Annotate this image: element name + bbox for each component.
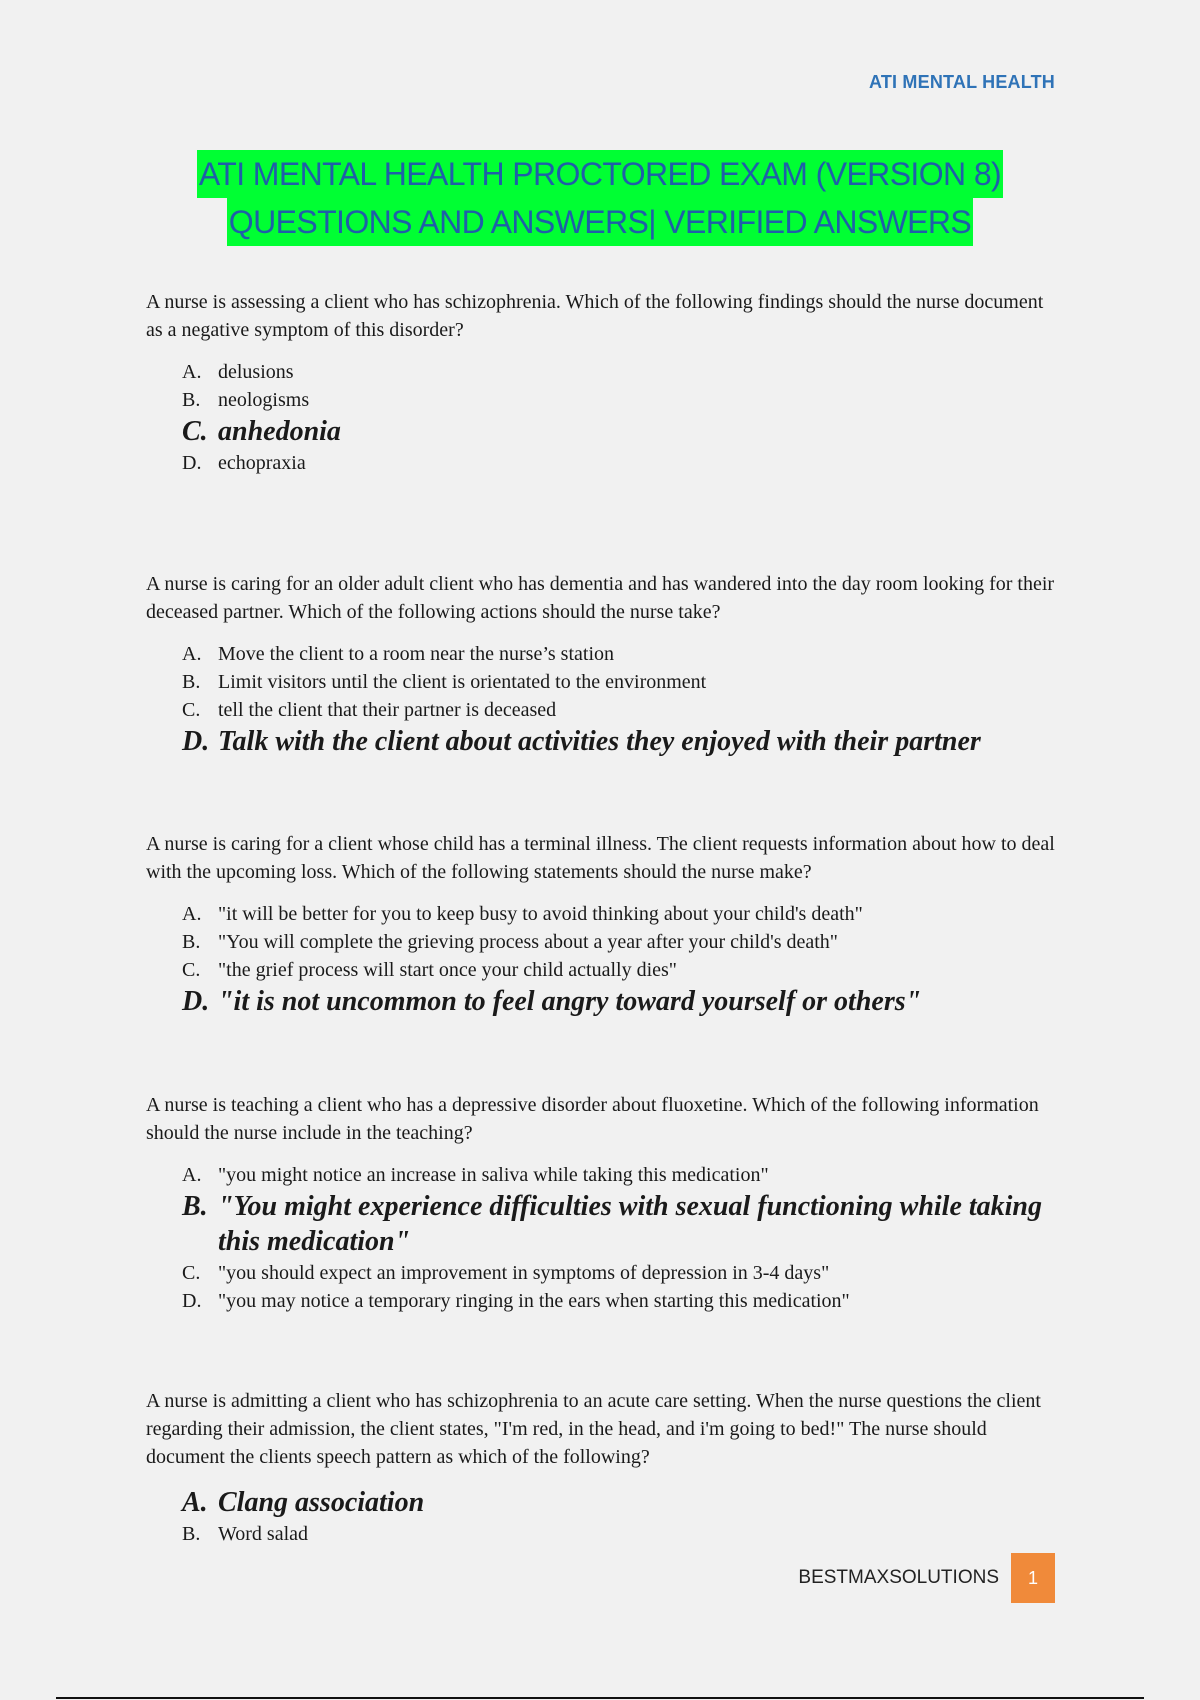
option-text: anhedonia (218, 416, 341, 447)
option-text: echopraxia (218, 452, 306, 474)
question-3 (146, 830, 1056, 1019)
option-text: Talk with the client about activities they enjoyed with their partner (218, 726, 981, 757)
option-a (146, 900, 1056, 928)
option-text: Limit visitors until the client is orientated to the environment (218, 671, 707, 693)
option-letter: B. (182, 931, 201, 953)
question-4 (146, 1091, 1056, 1315)
option-c (146, 1259, 1056, 1287)
option-d (146, 1287, 1056, 1315)
page-footer (798, 1553, 1055, 1603)
option-letter: C. (182, 416, 208, 447)
option-a (146, 358, 1056, 386)
document-title (0, 150, 1200, 246)
option-letter: B. (182, 671, 201, 693)
running-header: ATI MENTAL HEALTH (868, 72, 1055, 92)
question-2 (146, 570, 1056, 759)
option-list (146, 1161, 1056, 1315)
option-letter: A. (182, 361, 202, 383)
option-b (146, 928, 1056, 956)
question-stem: A nurse is caring for an older adult client who has dementia and has wandered into the day room looking for their deceased partner. Which of the following actions should the nurse take? (146, 573, 1055, 623)
option-letter: A. (182, 643, 202, 665)
question-stem: A nurse is admitting a client who has schizophrenia to an acute care setting. When the nurse questions the client regarding their admission, the client states, "I'm red, in the head, and i'm going to bed!" The nurse should document the clients speech pattern as which of the following? (146, 1390, 1041, 1468)
option-text: "the grief process will start once your child actually dies" (218, 959, 677, 981)
option-letter: B. (182, 1523, 201, 1545)
question-stem: A nurse is teaching a client who has a depressive disorder about fluoxetine. Which of the following information should the nurse include in the teaching? (146, 1094, 1039, 1144)
option-letter: A. (182, 903, 202, 925)
option-letter: D. (182, 986, 210, 1017)
question-1 (146, 288, 1056, 477)
footer-brand: BESTMAXSOLUTIONS (798, 1567, 999, 1588)
option-b (146, 1520, 1056, 1548)
option-text: "it is not uncommon to feel angry toward yourself or others" (218, 986, 922, 1017)
question-stem: A nurse is assessing a client who has schizophrenia. Which of the following findings should the nurse document as a negative symptom of this disorder? (146, 291, 1044, 341)
option-text: Move the client to a room near the nurse’s station (218, 643, 615, 665)
option-text: "You might experience difficulties with sexual functioning while taking this medication" (218, 1191, 1043, 1257)
title-line-2: QUESTIONS AND ANSWERS| VERIFIED ANSWERS (227, 198, 973, 246)
option-text: tell the client that their partner is deceased (218, 699, 557, 721)
option-letter: C. (182, 959, 201, 981)
option-a (146, 640, 1056, 668)
title-line-1: ATI MENTAL HEALTH PROCTORED EXAM (VERSION 8) (197, 150, 1003, 198)
option-list (146, 900, 1056, 1019)
option-text: "you should expect an improvement in symptoms of depression in 3-4 days" (218, 1262, 830, 1284)
option-letter: C. (182, 1262, 201, 1284)
question-stem: A nurse is caring for a client whose child has a terminal illness. The client requests information about how to deal with the upcoming loss. Which of the following statements should the nurse make? (146, 833, 1055, 883)
option-letter: B. (182, 1191, 208, 1222)
option-text: Clang association (218, 1487, 425, 1518)
option-text: "You will complete the grieving process about a year after your child's death" (218, 931, 838, 953)
option-list (146, 1485, 1056, 1548)
option-text: "it will be better for you to keep busy to avoid thinking about your child's death" (218, 903, 863, 925)
bottom-divider (56, 1697, 1144, 1699)
option-text: "you might notice an increase in saliva while taking this medication" (218, 1164, 769, 1186)
option-letter: D. (182, 1290, 202, 1312)
option-letter: A. (182, 1487, 208, 1518)
option-d-correct-answer (146, 984, 1056, 1019)
option-letter: C. (182, 699, 201, 721)
option-letter: B. (182, 389, 201, 411)
option-list (146, 640, 1056, 759)
option-text: neologisms (218, 389, 310, 411)
option-b (146, 668, 1056, 696)
option-c (146, 956, 1056, 984)
option-letter: D. (182, 452, 202, 474)
option-b-correct-answer (146, 1189, 1056, 1259)
option-c-correct-answer (146, 414, 1056, 449)
option-b (146, 386, 1056, 414)
option-d (146, 449, 1056, 477)
option-d-correct-answer (146, 724, 1056, 759)
option-a (146, 1161, 1056, 1189)
question-5 (146, 1387, 1056, 1548)
option-c (146, 696, 1056, 724)
option-text: "you may notice a temporary ringing in the ears when starting this medication" (218, 1290, 850, 1312)
option-letter: A. (182, 1164, 202, 1186)
option-text: Word salad (218, 1523, 309, 1545)
option-list (146, 358, 1056, 477)
option-text: delusions (218, 361, 294, 383)
option-letter: D. (182, 726, 210, 757)
option-a-correct-answer (146, 1485, 1056, 1520)
page-number-badge: 1 (1011, 1553, 1055, 1603)
